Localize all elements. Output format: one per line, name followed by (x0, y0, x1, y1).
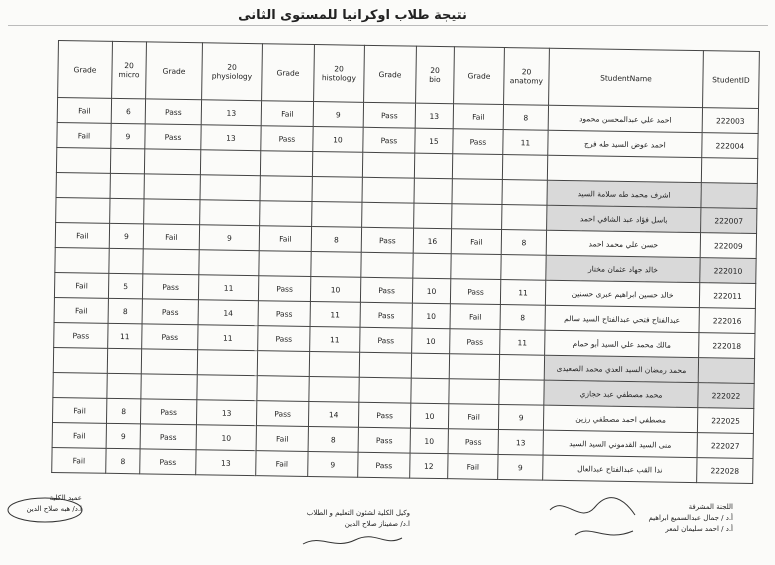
bio-score-cell (414, 153, 452, 179)
anatomy-score-cell (499, 379, 544, 405)
histology-grade-cell: Fail (256, 451, 308, 477)
physiology-score-cell: 13 (201, 125, 261, 151)
micro-grade-cell (56, 147, 110, 173)
student-id-cell: 222027 (697, 433, 753, 459)
physiology-score-cell: 10 (196, 425, 256, 451)
histology-score-cell: 10 (310, 277, 360, 303)
bio-grade-cell (362, 177, 414, 203)
bio-grade-cell: Pass (361, 227, 413, 253)
bio-score-cell (414, 178, 452, 204)
bio-score-cell (411, 378, 449, 404)
micro-score-cell: 8 (106, 398, 140, 424)
histology-score-cell: 9 (308, 451, 358, 477)
anatomy-score-cell: 11 (503, 130, 548, 156)
histology-score-cell (312, 177, 362, 203)
bio-score-cell: 10 (412, 278, 450, 304)
histology-score-cell: 14 (308, 401, 358, 427)
student-id-cell (701, 158, 757, 184)
micro-score-cell: 11 (108, 323, 142, 349)
physiology-grade-cell: Pass (142, 324, 198, 350)
vice-dean-signature: وكيل الكلية لشئون التعليم و الطلاب ا.د/ صفيناز صلاح الدين (306, 509, 410, 528)
student-name-cell: احمد عوض السيد طه فرج (548, 130, 702, 157)
physiology-score-cell: 13 (196, 400, 256, 426)
histology-score-cell (312, 152, 362, 178)
histology-score-cell: 11 (310, 301, 360, 327)
physiology-grade-cell: Pass (140, 399, 196, 425)
micro-grade-cell (56, 197, 110, 223)
micro-score-cell (107, 348, 141, 374)
bio-score-cell: 10 (410, 403, 448, 429)
micro-score-cell: 6 (111, 98, 145, 124)
histology-grade-cell: Pass (258, 276, 310, 302)
histology-score-cell: 11 (310, 326, 360, 352)
physiology-grade-cell: Pass (145, 124, 201, 150)
student-name-cell: اشرف محمد طه سلامة السيد (547, 180, 701, 207)
header-grade-anatomy: Grade (454, 47, 505, 105)
physiology-score-cell (199, 250, 259, 276)
micro-grade-cell (53, 372, 107, 398)
bio-grade-cell: Pass (363, 102, 415, 128)
bio-score-cell: 12 (410, 453, 448, 479)
anatomy-grade-cell: Fail (453, 104, 503, 130)
anatomy-grade-cell: Fail (448, 454, 498, 480)
micro-grade-cell: Fail (52, 422, 106, 448)
header-grade-micro: Grade (58, 41, 113, 99)
header-bio: 20 bio (416, 46, 455, 104)
physiology-grade-cell (144, 149, 200, 175)
histology-grade-cell: Fail (256, 426, 308, 452)
physiology-grade-cell: Pass (140, 424, 196, 450)
student-id-cell: 222022 (698, 383, 754, 409)
bio-grade-cell: Pass (358, 402, 410, 428)
bio-score-cell: 10 (412, 328, 450, 354)
anatomy-grade-cell: Pass (450, 279, 500, 305)
bio-score-cell (414, 203, 452, 229)
student-name-cell: مصطفي احمد مصطفي رزين (543, 405, 697, 432)
physiology-score-cell (200, 150, 260, 176)
anatomy-score-cell (501, 254, 546, 280)
page-title: نتيجة طلاب اوكرانيا للمستوى الثانى (238, 8, 467, 23)
anatomy-score-cell: 8 (500, 304, 545, 330)
physiology-grade-cell (141, 374, 197, 400)
micro-grade-cell (53, 347, 107, 373)
anatomy-score-cell: 9 (498, 404, 543, 430)
micro-grade-cell: Fail (57, 98, 111, 124)
anatomy-score-cell: 13 (498, 429, 543, 455)
bio-score-cell (413, 253, 451, 279)
bio-score-cell (411, 353, 449, 379)
micro-grade-cell (56, 172, 110, 198)
anatomy-grade-cell: Pass (448, 429, 498, 455)
micro-grade-cell: Fail (55, 222, 109, 248)
histology-grade-cell: Pass (258, 301, 310, 327)
micro-score-cell: 9 (109, 223, 143, 249)
physiology-grade-cell (144, 174, 200, 200)
dean-signature: عميد الكلية ا.د/ هبه صلاح الدين (26, 494, 82, 513)
student-id-cell: 222016 (699, 308, 755, 334)
histology-grade-cell (260, 176, 312, 202)
student-id-cell: 222009 (700, 233, 756, 259)
histology-grade-cell: Pass (258, 326, 310, 352)
student-id-cell: 222004 (702, 133, 758, 159)
micro-score-cell (110, 148, 144, 174)
student-id-cell: 222003 (702, 108, 758, 134)
anatomy-score-cell: 8 (503, 105, 548, 131)
histology-grade-cell: Fail (261, 101, 313, 127)
micro-grade-cell: Fail (57, 122, 111, 148)
micro-grade-cell: Pass (54, 322, 108, 348)
student-id-cell (701, 183, 757, 209)
histology-score-cell (311, 252, 361, 278)
committee-signature-scribble (545, 495, 640, 545)
results-table (51, 40, 760, 484)
histology-grade-cell (259, 251, 311, 277)
physiology-score-cell: 13 (196, 450, 256, 476)
micro-score-cell: 8 (106, 448, 140, 474)
anatomy-grade-cell: Fail (448, 404, 498, 430)
header-grade-histology: Grade (262, 44, 315, 102)
bio-grade-cell: Pass (360, 302, 412, 328)
student-name-cell: باسل فؤاد عبد الشافي احمد (547, 205, 701, 232)
anatomy-grade-cell (451, 254, 501, 280)
student-id-cell: 222011 (699, 283, 755, 309)
student-name-cell: ندا القب عبدالفتاح عبدالعال (543, 455, 697, 482)
header-student-id: StudentID (703, 51, 760, 109)
anatomy-grade-cell (449, 379, 499, 405)
bio-grade-cell (361, 252, 413, 278)
histology-grade-cell (260, 151, 312, 177)
micro-grade-cell (55, 247, 109, 273)
anatomy-score-cell: 8 (501, 229, 546, 255)
histology-grade-cell: Pass (256, 401, 308, 427)
physiology-grade-cell (144, 199, 200, 225)
histology-score-cell: 8 (311, 227, 361, 253)
vice-dean-signature-scribble (300, 532, 405, 552)
header-grade-bio: Grade (364, 45, 417, 103)
physiology-score-cell: 14 (198, 300, 258, 326)
committee-signature: اللجنة المشرفة أ.د / جمال عبدالسميع ابراهيم أ.د / احمد سليمان لمعر (648, 503, 733, 533)
anatomy-grade-cell: Pass (450, 329, 500, 355)
physiology-score-cell: 9 (199, 225, 259, 251)
anatomy-score-cell (502, 204, 547, 230)
student-name-cell: حسن علي محمد احمد (546, 230, 700, 257)
student-id-cell: 222028 (697, 458, 753, 484)
bio-grade-cell: Pass (363, 127, 415, 153)
physiology-grade-cell: Pass (142, 274, 198, 300)
micro-score-cell: 5 (108, 273, 142, 299)
anatomy-score-cell (502, 155, 547, 181)
histology-score-cell (309, 351, 359, 377)
student-name-cell: عبدالفتاح فتحي عبدالفتاح السيد سالم (545, 305, 699, 332)
student-id-cell: 222010 (700, 258, 756, 284)
anatomy-grade-cell: Fail (450, 304, 500, 330)
anatomy-grade-cell (452, 204, 502, 230)
student-id-cell: 222018 (699, 333, 755, 359)
header-anatomy: 20 anatomy (504, 48, 550, 106)
physiology-grade-cell (141, 349, 197, 375)
histology-grade-cell (257, 351, 309, 377)
anatomy-grade-cell: Fail (451, 229, 501, 255)
histology-grade-cell (257, 376, 309, 402)
histology-score-cell (309, 376, 359, 402)
anatomy-grade-cell (452, 154, 502, 180)
physiology-grade-cell: Pass (140, 449, 196, 475)
micro-score-cell (110, 173, 144, 199)
bio-grade-cell (359, 377, 411, 403)
bio-grade-cell (362, 202, 414, 228)
micro-grade-cell: Fail (54, 272, 108, 298)
anatomy-grade-cell (449, 354, 499, 380)
anatomy-score-cell: 11 (500, 329, 545, 355)
micro-grade-cell: Fail (52, 447, 106, 473)
micro-grade-cell: Fail (54, 297, 108, 323)
student-name-cell: محمد رمضان السيد العدي محمد الصعيدى (544, 355, 698, 382)
histology-score-cell: 9 (313, 102, 363, 128)
micro-score-cell: 9 (106, 423, 140, 449)
physiology-score-cell: 13 (201, 100, 261, 126)
student-name-cell: محمد مصطفي عبد حجازي (544, 380, 698, 407)
physiology-grade-cell (143, 249, 199, 275)
physiology-score-cell: 11 (198, 275, 258, 301)
physiology-grade-cell: Fail (143, 224, 199, 250)
anatomy-score-cell (499, 354, 544, 380)
student-name-cell: منى السيد القدموني السيد السيد (543, 430, 697, 457)
histology-grade-cell (260, 201, 312, 227)
bio-score-cell: 16 (413, 228, 451, 254)
anatomy-score-cell: 11 (500, 279, 545, 305)
micro-score-cell (110, 198, 144, 224)
student-id-cell (698, 358, 754, 384)
bio-grade-cell: Pass (358, 452, 410, 478)
header-physiology: 20 physiology (202, 43, 263, 101)
header-grade-physiology: Grade (146, 42, 203, 100)
micro-score-cell (107, 373, 141, 399)
title-divider (8, 25, 768, 26)
physiology-score-cell: 11 (198, 325, 258, 351)
bio-score-cell: 13 (415, 103, 453, 129)
student-name-cell: احمد علي عبدالمحسن محمود (548, 105, 702, 132)
header-micro: 20 micro (112, 41, 147, 99)
bio-score-cell: 10 (412, 303, 450, 329)
micro-grade-cell: Fail (52, 397, 106, 423)
header-histology: 20 histology (314, 45, 365, 103)
student-id-cell: 222007 (701, 208, 757, 234)
micro-score-cell: 9 (111, 123, 145, 149)
anatomy-score-cell (502, 179, 547, 205)
bio-grade-cell: Pass (360, 277, 412, 303)
bio-grade-cell (359, 352, 411, 378)
histology-score-cell: 10 (313, 127, 363, 153)
anatomy-grade-cell: Pass (453, 129, 503, 155)
header-student-name: StudentName (549, 48, 704, 107)
bio-grade-cell (362, 152, 414, 178)
anatomy-grade-cell (452, 179, 502, 205)
physiology-score-cell (197, 350, 257, 376)
bio-grade-cell: Pass (358, 427, 410, 453)
micro-score-cell (109, 248, 143, 274)
histology-score-cell (312, 202, 362, 228)
student-name-cell: خالد جهاد عثمان مختار (546, 255, 700, 282)
bio-score-cell: 10 (410, 428, 448, 454)
physiology-score-cell (200, 200, 260, 226)
student-name-cell (547, 155, 701, 182)
bio-score-cell: 15 (415, 128, 453, 154)
histology-score-cell: 8 (308, 426, 358, 452)
histology-grade-cell: Pass (261, 126, 313, 152)
physiology-score-cell (197, 375, 257, 401)
histology-grade-cell: Fail (259, 226, 311, 252)
anatomy-score-cell: 9 (498, 454, 543, 480)
physiology-grade-cell: Pass (142, 299, 198, 325)
dean-signature-scribble (4, 488, 86, 528)
student-name-cell: مالك محمد علي السيد أبو حمام (545, 330, 699, 357)
student-name-cell: خالد حسين ابراهيم عبرى حسنين (545, 280, 699, 307)
student-id-cell: 222025 (697, 408, 753, 434)
physiology-grade-cell: Pass (145, 99, 201, 125)
micro-score-cell: 8 (108, 298, 142, 324)
physiology-score-cell (200, 175, 260, 201)
bio-grade-cell: Pass (360, 327, 412, 353)
